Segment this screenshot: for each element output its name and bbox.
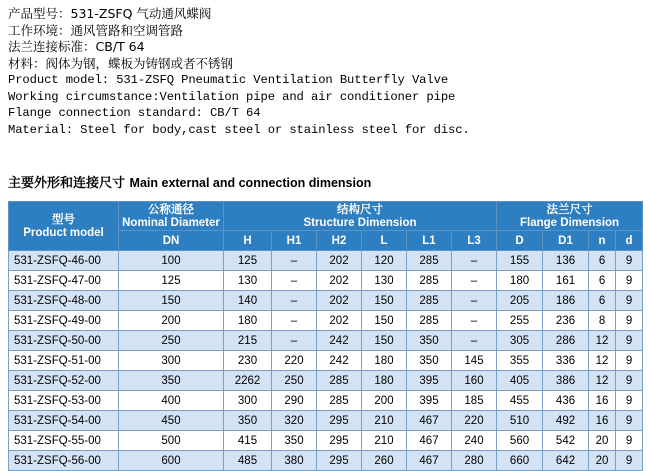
cell-value: 280	[452, 451, 497, 471]
header-flange-dimension-en: Flange Dimension	[520, 217, 620, 229]
header-structure-dimension-cn: 结构尺寸	[337, 202, 383, 216]
cell-value: 300	[224, 391, 272, 411]
subheader-d1: D1	[543, 231, 589, 251]
cell-value: 215	[224, 331, 272, 351]
cell-value: 560	[497, 431, 543, 451]
cell-value: 9	[616, 331, 643, 351]
cell-value: 380	[272, 451, 317, 471]
specification-block	[0, 0, 650, 138]
cell-value: 12	[589, 351, 616, 371]
spec-value-flange-standard: CB/T 64	[95, 39, 145, 54]
cell-value: 510	[497, 411, 543, 431]
subheader-d: D	[497, 231, 543, 251]
cell-value: –	[272, 291, 317, 311]
cell-value: 285	[317, 391, 362, 411]
cell-value: 161	[543, 271, 589, 291]
cell-value: –	[272, 311, 317, 331]
header-structure-dimension	[224, 202, 497, 231]
cell-value: 186	[543, 291, 589, 311]
subheader-h1: H1	[272, 231, 317, 251]
table-group-header-row	[9, 202, 643, 231]
cell-value: 230	[224, 351, 272, 371]
cell-value: 100	[119, 251, 224, 271]
cell-value: –	[272, 331, 317, 351]
cell-value: 9	[616, 391, 643, 411]
cell-product-model: 531-ZSFQ-49-00	[9, 311, 119, 331]
cell-value: 210	[362, 411, 407, 431]
cell-value: 200	[362, 391, 407, 411]
cell-value: 450	[119, 411, 224, 431]
cell-value: 500	[119, 431, 224, 451]
table-row	[9, 431, 643, 451]
cell-value: 155	[497, 251, 543, 271]
cell-product-model: 531-ZSFQ-51-00	[9, 351, 119, 371]
spec-line-material	[8, 56, 642, 73]
cell-value: 210	[362, 431, 407, 451]
cell-value: 242	[317, 351, 362, 371]
cell-value: 180	[224, 311, 272, 331]
spec-value-product-model: 531-ZSFQ 气动通风蝶阀	[70, 6, 212, 21]
cell-value: 202	[317, 311, 362, 331]
header-product-model-cn: 型号	[52, 212, 75, 226]
cell-value: 455	[497, 391, 543, 411]
cell-value: 120	[362, 251, 407, 271]
cell-value: 180	[362, 371, 407, 391]
cell-value: 220	[272, 351, 317, 371]
table-row	[9, 291, 643, 311]
cell-value: –	[452, 271, 497, 291]
cell-value: 150	[119, 291, 224, 311]
cell-value: 150	[362, 291, 407, 311]
cell-value: 130	[224, 271, 272, 291]
cell-value: 20	[589, 431, 616, 451]
cell-value: 285	[407, 291, 452, 311]
cell-value: 255	[497, 311, 543, 331]
cell-value: 436	[543, 391, 589, 411]
cell-value: 660	[497, 451, 543, 471]
table-row	[9, 311, 643, 331]
cell-value: 250	[272, 371, 317, 391]
cell-value: 9	[616, 291, 643, 311]
cell-value: 16	[589, 391, 616, 411]
subheader-l1: L1	[407, 231, 452, 251]
cell-product-model: 531-ZSFQ-50-00	[9, 331, 119, 351]
cell-value: 320	[272, 411, 317, 431]
header-nominal-diameter	[119, 202, 224, 231]
cell-product-model: 531-ZSFQ-52-00	[9, 371, 119, 391]
cell-value: 220	[452, 411, 497, 431]
spec-value-working-circumstance: 通风管路和空调管路	[70, 22, 184, 38]
cell-value: 6	[589, 291, 616, 311]
cell-value: 400	[119, 391, 224, 411]
subheader-h2: H2	[317, 231, 362, 251]
cell-value: 150	[362, 331, 407, 351]
table-body	[9, 251, 643, 471]
table-row	[9, 391, 643, 411]
spec-line-working-circumstance	[8, 23, 642, 40]
cell-value: 295	[317, 411, 362, 431]
section-title	[8, 172, 650, 191]
subheader-dn: DN	[119, 231, 224, 251]
cell-value: 492	[543, 411, 589, 431]
spec-label-product-model: 产品型号：	[8, 6, 71, 21]
cell-value: 202	[317, 251, 362, 271]
cell-value: 125	[119, 271, 224, 291]
cell-value: 8	[589, 311, 616, 331]
cell-value: 300	[119, 351, 224, 371]
subheader-l: L	[362, 231, 407, 251]
cell-value: 130	[362, 271, 407, 291]
table-row	[9, 371, 643, 391]
cell-value: 642	[543, 451, 589, 471]
cell-value: 125	[224, 251, 272, 271]
cell-product-model: 531-ZSFQ-53-00	[9, 391, 119, 411]
cell-value: –	[452, 291, 497, 311]
cell-product-model: 531-ZSFQ-46-00	[9, 251, 119, 271]
cell-value: 9	[616, 431, 643, 451]
cell-value: 140	[224, 291, 272, 311]
cell-value: 20	[589, 451, 616, 471]
subheader-d-hole: d	[616, 231, 643, 251]
spec-label-flange-standard: 法兰连接标准：	[8, 39, 96, 54]
cell-value: 145	[452, 351, 497, 371]
cell-value: 286	[543, 331, 589, 351]
cell-value: 600	[119, 451, 224, 471]
cell-product-model: 531-ZSFQ-47-00	[9, 271, 119, 291]
cell-value: 355	[497, 351, 543, 371]
cell-value: 236	[543, 311, 589, 331]
cell-product-model: 531-ZSFQ-56-00	[9, 451, 119, 471]
cell-product-model: 531-ZSFQ-48-00	[9, 291, 119, 311]
cell-value: 9	[616, 351, 643, 371]
cell-value: 9	[616, 311, 643, 331]
cell-value: 485	[224, 451, 272, 471]
table-row	[9, 351, 643, 371]
cell-value: 285	[317, 371, 362, 391]
cell-value: 467	[407, 451, 452, 471]
spec-line-flange-standard-en: Flange connection standard: CB/T 64	[8, 106, 261, 120]
spec-line-flange-standard	[8, 39, 642, 56]
cell-product-model: 531-ZSFQ-55-00	[9, 431, 119, 451]
cell-value: 395	[407, 371, 452, 391]
section-title-en: Main external and connection dimension	[129, 176, 372, 190]
cell-value: 386	[543, 371, 589, 391]
spec-label-material: 材料：	[8, 55, 46, 71]
cell-value: 9	[616, 371, 643, 391]
cell-value: 467	[407, 431, 452, 451]
cell-value: 180	[497, 271, 543, 291]
cell-value: 150	[362, 311, 407, 331]
cell-value: 336	[543, 351, 589, 371]
cell-value: 12	[589, 371, 616, 391]
spec-line-product-model-en: Product model: 531-ZSFQ Pneumatic Ventilation Butterfly Valve	[8, 73, 449, 87]
spec-line-material-en: Material: Steel for body,cast steel or stainless steel for disc.	[8, 122, 470, 137]
cell-value: 205	[497, 291, 543, 311]
table-row	[9, 271, 643, 291]
cell-value: 467	[407, 411, 452, 431]
cell-value: 405	[497, 371, 543, 391]
cell-value: 350	[119, 371, 224, 391]
cell-value: 9	[616, 451, 643, 471]
header-nominal-diameter-en: Nominal Diameter	[122, 217, 220, 229]
spec-label-working-circumstance: 工作环境：	[8, 22, 71, 38]
cell-value: –	[452, 251, 497, 271]
cell-value: 6	[589, 271, 616, 291]
cell-value: 185	[452, 391, 497, 411]
cell-value: 202	[317, 271, 362, 291]
cell-value: 305	[497, 331, 543, 351]
cell-value: 290	[272, 391, 317, 411]
cell-value: 12	[589, 331, 616, 351]
cell-value: 9	[616, 411, 643, 431]
cell-value: 350	[272, 431, 317, 451]
cell-product-model: 531-ZSFQ-54-00	[9, 411, 119, 431]
subheader-n: n	[589, 231, 616, 251]
cell-value: 180	[362, 351, 407, 371]
cell-value: 240	[452, 431, 497, 451]
cell-value: 260	[362, 451, 407, 471]
cell-value: –	[452, 311, 497, 331]
header-product-model	[9, 202, 119, 251]
cell-value: 285	[407, 311, 452, 331]
cell-value: 395	[407, 391, 452, 411]
spec-value-material: 阀体为钢，蝶板为铸钢或者不锈钢	[45, 55, 234, 71]
cell-value: 9	[616, 251, 643, 271]
cell-value: 200	[119, 311, 224, 331]
cell-value: 16	[589, 411, 616, 431]
cell-value: 350	[407, 331, 452, 351]
section-title-cn: 主要外形和连接尺寸	[8, 176, 126, 191]
cell-value: 295	[317, 431, 362, 451]
subheader-h: H	[224, 231, 272, 251]
spec-line-product-model	[8, 6, 642, 23]
cell-value: 350	[407, 351, 452, 371]
table-row	[9, 411, 643, 431]
spec-line-working-circumstance-en: Working circumstance:Ventilation pipe and air conditioner pipe	[8, 89, 456, 104]
cell-value: 9	[616, 271, 643, 291]
dimension-table	[8, 201, 643, 471]
cell-value: –	[452, 331, 497, 351]
table-row	[9, 251, 643, 271]
subheader-l3: L3	[452, 231, 497, 251]
cell-value: –	[272, 251, 317, 271]
table-row	[9, 331, 643, 351]
cell-value: 160	[452, 371, 497, 391]
cell-value: 295	[317, 451, 362, 471]
header-flange-dimension	[497, 202, 643, 231]
cell-value: 415	[224, 431, 272, 451]
header-flange-dimension-cn: 法兰尺寸	[546, 202, 593, 216]
cell-value: 350	[224, 411, 272, 431]
cell-value: 2262	[224, 371, 272, 391]
header-product-model-en: Product model	[23, 227, 104, 239]
cell-value: 250	[119, 331, 224, 351]
cell-value: 542	[543, 431, 589, 451]
header-structure-dimension-en: Structure Dimension	[303, 217, 417, 229]
cell-value: 202	[317, 291, 362, 311]
cell-value: 285	[407, 271, 452, 291]
cell-value: –	[272, 271, 317, 291]
cell-value: 242	[317, 331, 362, 351]
cell-value: 285	[407, 251, 452, 271]
cell-value: 136	[543, 251, 589, 271]
header-nominal-diameter-cn: 公称通径	[148, 202, 194, 216]
cell-value: 6	[589, 251, 616, 271]
